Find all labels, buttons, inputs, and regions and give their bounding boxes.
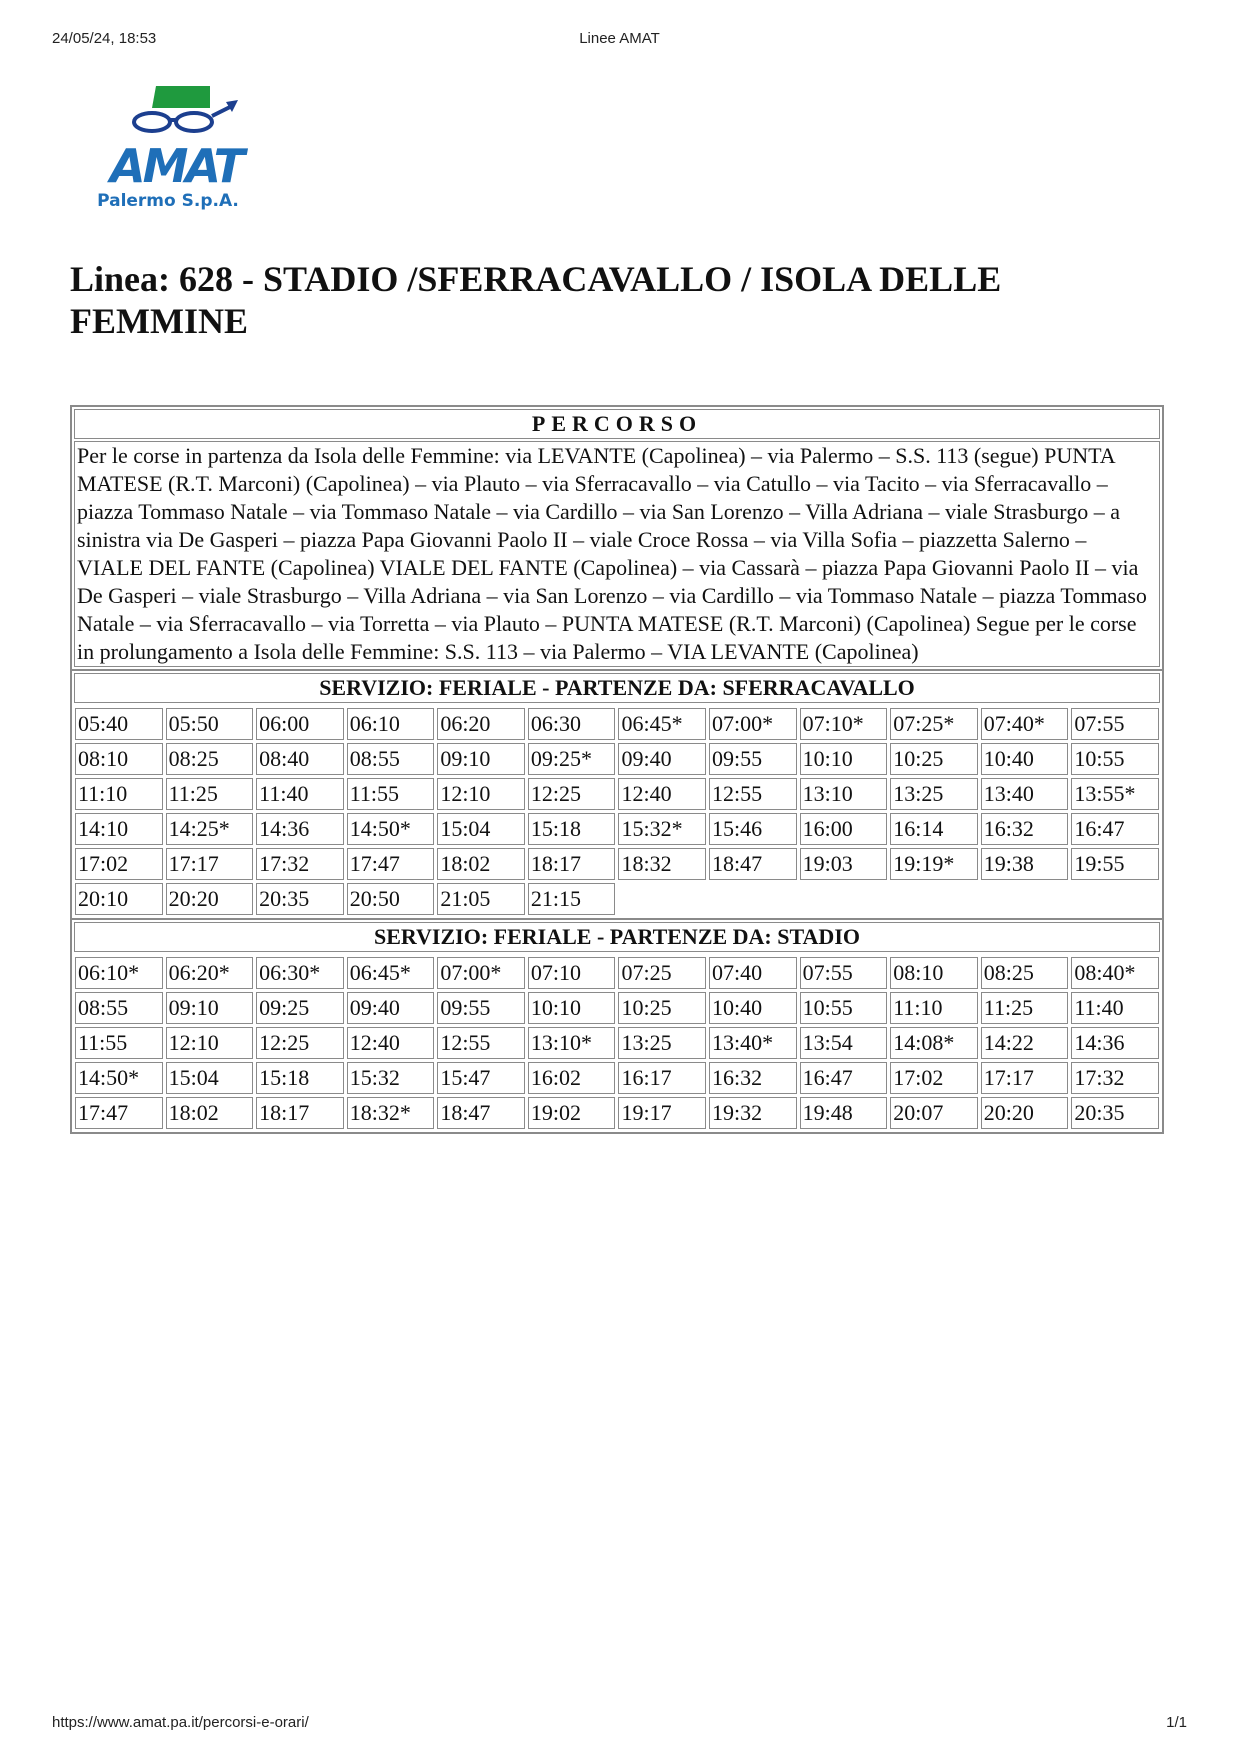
departure-time: 20:20 [981,1097,1069,1129]
empty-cell [709,883,797,915]
departure-time: 16:17 [618,1062,706,1094]
departure-time: 09:10 [166,992,254,1024]
amat-logo [86,82,266,217]
departure-time: 20:35 [1071,1097,1159,1129]
departure-time: 06:30* [256,957,344,989]
departure-time: 11:10 [890,992,978,1024]
departure-time: 05:40 [75,708,163,740]
departure-time: 07:00* [437,957,525,989]
table-row [75,813,1159,845]
departure-time: 08:10 [75,743,163,775]
departure-time: 19:48 [800,1097,888,1129]
departure-time: 14:08* [890,1027,978,1059]
service-heading: SERVIZIO: FERIALE - PARTENZE DA: STADIO [74,922,1160,952]
departure-time: 11:55 [347,778,435,810]
departure-time: 10:40 [981,743,1069,775]
departure-time: 17:02 [75,848,163,880]
svg-text:Palermo S.p.A.: Palermo S.p.A. [97,191,239,211]
page-number: 1/1 [1166,1714,1187,1731]
departure-time: 05:50 [166,708,254,740]
table-row [75,778,1159,810]
timetable [70,405,1164,1134]
departure-time: 10:55 [800,992,888,1024]
departure-time: 08:25 [981,957,1069,989]
departure-time: 06:00 [256,708,344,740]
departure-time: 07:25* [890,708,978,740]
departure-time: 12:40 [347,1027,435,1059]
departure-time: 13:55* [1071,778,1159,810]
departure-time: 15:18 [256,1062,344,1094]
svg-text:AMAT: AMAT [110,139,242,193]
departure-time: 18:17 [528,848,616,880]
table-row [75,743,1159,775]
departure-time: 19:02 [528,1097,616,1129]
departure-time: 11:40 [1071,992,1159,1024]
empty-cell [618,883,706,915]
table-row [75,957,1159,989]
departure-time: 11:55 [75,1027,163,1059]
departure-time: 09:40 [618,743,706,775]
departure-time: 06:45* [347,957,435,989]
print-footer [52,1714,1187,1734]
departure-time: 14:25* [166,813,254,845]
departure-time: 08:25 [166,743,254,775]
departure-time: 12:25 [528,778,616,810]
departures-table [72,954,1162,1132]
table-row [75,1097,1159,1129]
departure-time: 17:02 [890,1062,978,1094]
departure-time: 19:17 [618,1097,706,1129]
departure-time: 17:47 [75,1097,163,1129]
departure-time: 09:55 [437,992,525,1024]
table-row [75,1027,1159,1059]
departure-time: 18:02 [437,848,525,880]
departure-time: 08:55 [75,992,163,1024]
departure-time: 15:32 [347,1062,435,1094]
departure-time: 20:50 [347,883,435,915]
departure-time: 06:30 [528,708,616,740]
departure-time: 21:05 [437,883,525,915]
departure-time: 18:47 [709,848,797,880]
departure-time: 07:55 [1071,708,1159,740]
table-row [75,848,1159,880]
departure-time: 19:03 [800,848,888,880]
departure-time: 09:25 [256,992,344,1024]
departure-time: 15:04 [437,813,525,845]
print-page-title: Linee AMAT [579,30,660,47]
departure-time: 20:20 [166,883,254,915]
departure-time: 18:17 [256,1097,344,1129]
departure-time: 15:46 [709,813,797,845]
departure-time: 12:55 [709,778,797,810]
departure-time: 10:10 [800,743,888,775]
departure-time: 09:40 [347,992,435,1024]
departure-time: 08:10 [890,957,978,989]
departure-time: 16:47 [800,1062,888,1094]
departure-time: 17:32 [1071,1062,1159,1094]
departure-time: 15:47 [437,1062,525,1094]
departure-time: 09:55 [709,743,797,775]
departure-time: 06:10 [347,708,435,740]
percorso-heading: PERCORSO [74,409,1160,439]
departure-time: 07:40 [709,957,797,989]
departure-time: 16:14 [890,813,978,845]
departure-time: 11:25 [166,778,254,810]
empty-cell [981,883,1069,915]
departure-time: 13:40 [981,778,1069,810]
departure-time: 20:10 [75,883,163,915]
departure-time: 14:10 [75,813,163,845]
empty-cell [890,883,978,915]
departure-time: 08:55 [347,743,435,775]
departure-time: 20:07 [890,1097,978,1129]
departure-time: 17:17 [981,1062,1069,1094]
empty-cell [800,883,888,915]
departure-time: 12:25 [256,1027,344,1059]
departure-time: 10:40 [709,992,797,1024]
departure-time: 13:54 [800,1027,888,1059]
departure-time: 15:18 [528,813,616,845]
departure-time: 15:04 [166,1062,254,1094]
departure-time: 11:10 [75,778,163,810]
departure-time: 18:02 [166,1097,254,1129]
table-row [75,708,1159,740]
departure-time: 12:40 [618,778,706,810]
departure-time: 09:10 [437,743,525,775]
departure-time: 13:40* [709,1027,797,1059]
departure-time: 16:00 [800,813,888,845]
print-header [52,30,1187,50]
departure-time: 07:40* [981,708,1069,740]
departure-time: 07:10 [528,957,616,989]
departure-time: 07:00* [709,708,797,740]
print-date: 24/05/24, 18:53 [52,30,157,47]
table-row [75,1062,1159,1094]
departure-time: 06:20 [437,708,525,740]
departure-time: 14:22 [981,1027,1069,1059]
departure-time: 07:25 [618,957,706,989]
departure-time: 14:36 [256,813,344,845]
departure-time: 19:38 [981,848,1069,880]
table-row [75,992,1159,1024]
departure-time: 07:10* [800,708,888,740]
empty-cell [1071,883,1159,915]
departure-time: 09:25* [528,743,616,775]
departure-time: 13:25 [618,1027,706,1059]
departure-time: 14:36 [1071,1027,1159,1059]
service-heading: SERVIZIO: FERIALE - PARTENZE DA: SFERRACAVALLO [74,673,1160,703]
departure-time: 18:32 [618,848,706,880]
departure-time: 10:25 [890,743,978,775]
departure-time: 14:50* [75,1062,163,1094]
departure-time: 06:45* [618,708,706,740]
departure-time: 11:25 [981,992,1069,1024]
departure-time: 17:32 [256,848,344,880]
departures-table [72,705,1162,918]
departure-time: 20:35 [256,883,344,915]
departure-time: 19:19* [890,848,978,880]
page-url: https://www.amat.pa.it/percorsi-e-orari/ [52,1714,309,1731]
departure-time: 14:50* [347,813,435,845]
departure-time: 10:10 [528,992,616,1024]
departure-time: 18:47 [437,1097,525,1129]
departure-time: 08:40* [1071,957,1159,989]
departure-time: 15:32* [618,813,706,845]
departure-time: 16:02 [528,1062,616,1094]
departure-time: 07:55 [800,957,888,989]
departure-time: 13:10 [800,778,888,810]
departure-time: 12:10 [166,1027,254,1059]
service-sferracavallo [72,669,1162,918]
departure-time: 18:32* [347,1097,435,1129]
percorso-text: Per le corse in partenza da Isola delle Femmine: via LEVANTE (Capolinea) – via Palermo – S.S. 113 (segue) PUNTA MATESE (R.T. Marconi) (Capolinea) – via Plauto – via Sferracavallo – via Catullo – via Tacito – via Sferracavallo – piazza Tommaso Natale – via Tommaso Natale – via Cardillo – via San Lorenzo – Villa Adriana – viale Strasburgo – a sinistra via De Gasperi – piazza Papa Giovanni Paolo II – viale Croce Rossa – via Villa Sofia – piazzetta Salerno – VIALE DEL FANTE (Capolinea) VIALE DEL FANTE (Capolinea) – via Cassarà – piazza Papa Giovanni Paolo II – via De Gasperi – viale Strasburgo – Villa Adriana – via San Lorenzo – via Cardillo – via Tommaso Natale – piazza Tommaso Natale – via Sferracavallo – via Torretta – via Plauto – PUNTA MATESE (R.T. Marconi) (Capolinea) Segue per le corse in prolungamento a Isola delle Femmine: S.S. 113 – via Palermo – VIA LEVANTE (Capolinea) [74,441,1160,667]
departure-time: 16:32 [981,813,1069,845]
departure-time: 12:10 [437,778,525,810]
page-title: Linea: 628 - STADIO /SFERRACAVALLO / ISOLA DELLE FEMMINE [70,259,1002,341]
departure-time: 13:25 [890,778,978,810]
departure-time: 10:25 [618,992,706,1024]
departure-time: 06:20* [166,957,254,989]
departure-time: 19:32 [709,1097,797,1129]
departure-time: 17:47 [347,848,435,880]
departure-time: 06:10* [75,957,163,989]
departure-time: 08:40 [256,743,344,775]
departure-time: 21:15 [528,883,616,915]
departure-time: 12:55 [437,1027,525,1059]
departure-time: 10:55 [1071,743,1159,775]
percorso-section [72,409,1162,667]
service-stadio [72,918,1162,1132]
table-row [75,883,1159,915]
departure-time: 16:47 [1071,813,1159,845]
departure-time: 13:10* [528,1027,616,1059]
departure-time: 16:32 [709,1062,797,1094]
departure-time: 17:17 [166,848,254,880]
departure-time: 19:55 [1071,848,1159,880]
departure-time: 11:40 [256,778,344,810]
